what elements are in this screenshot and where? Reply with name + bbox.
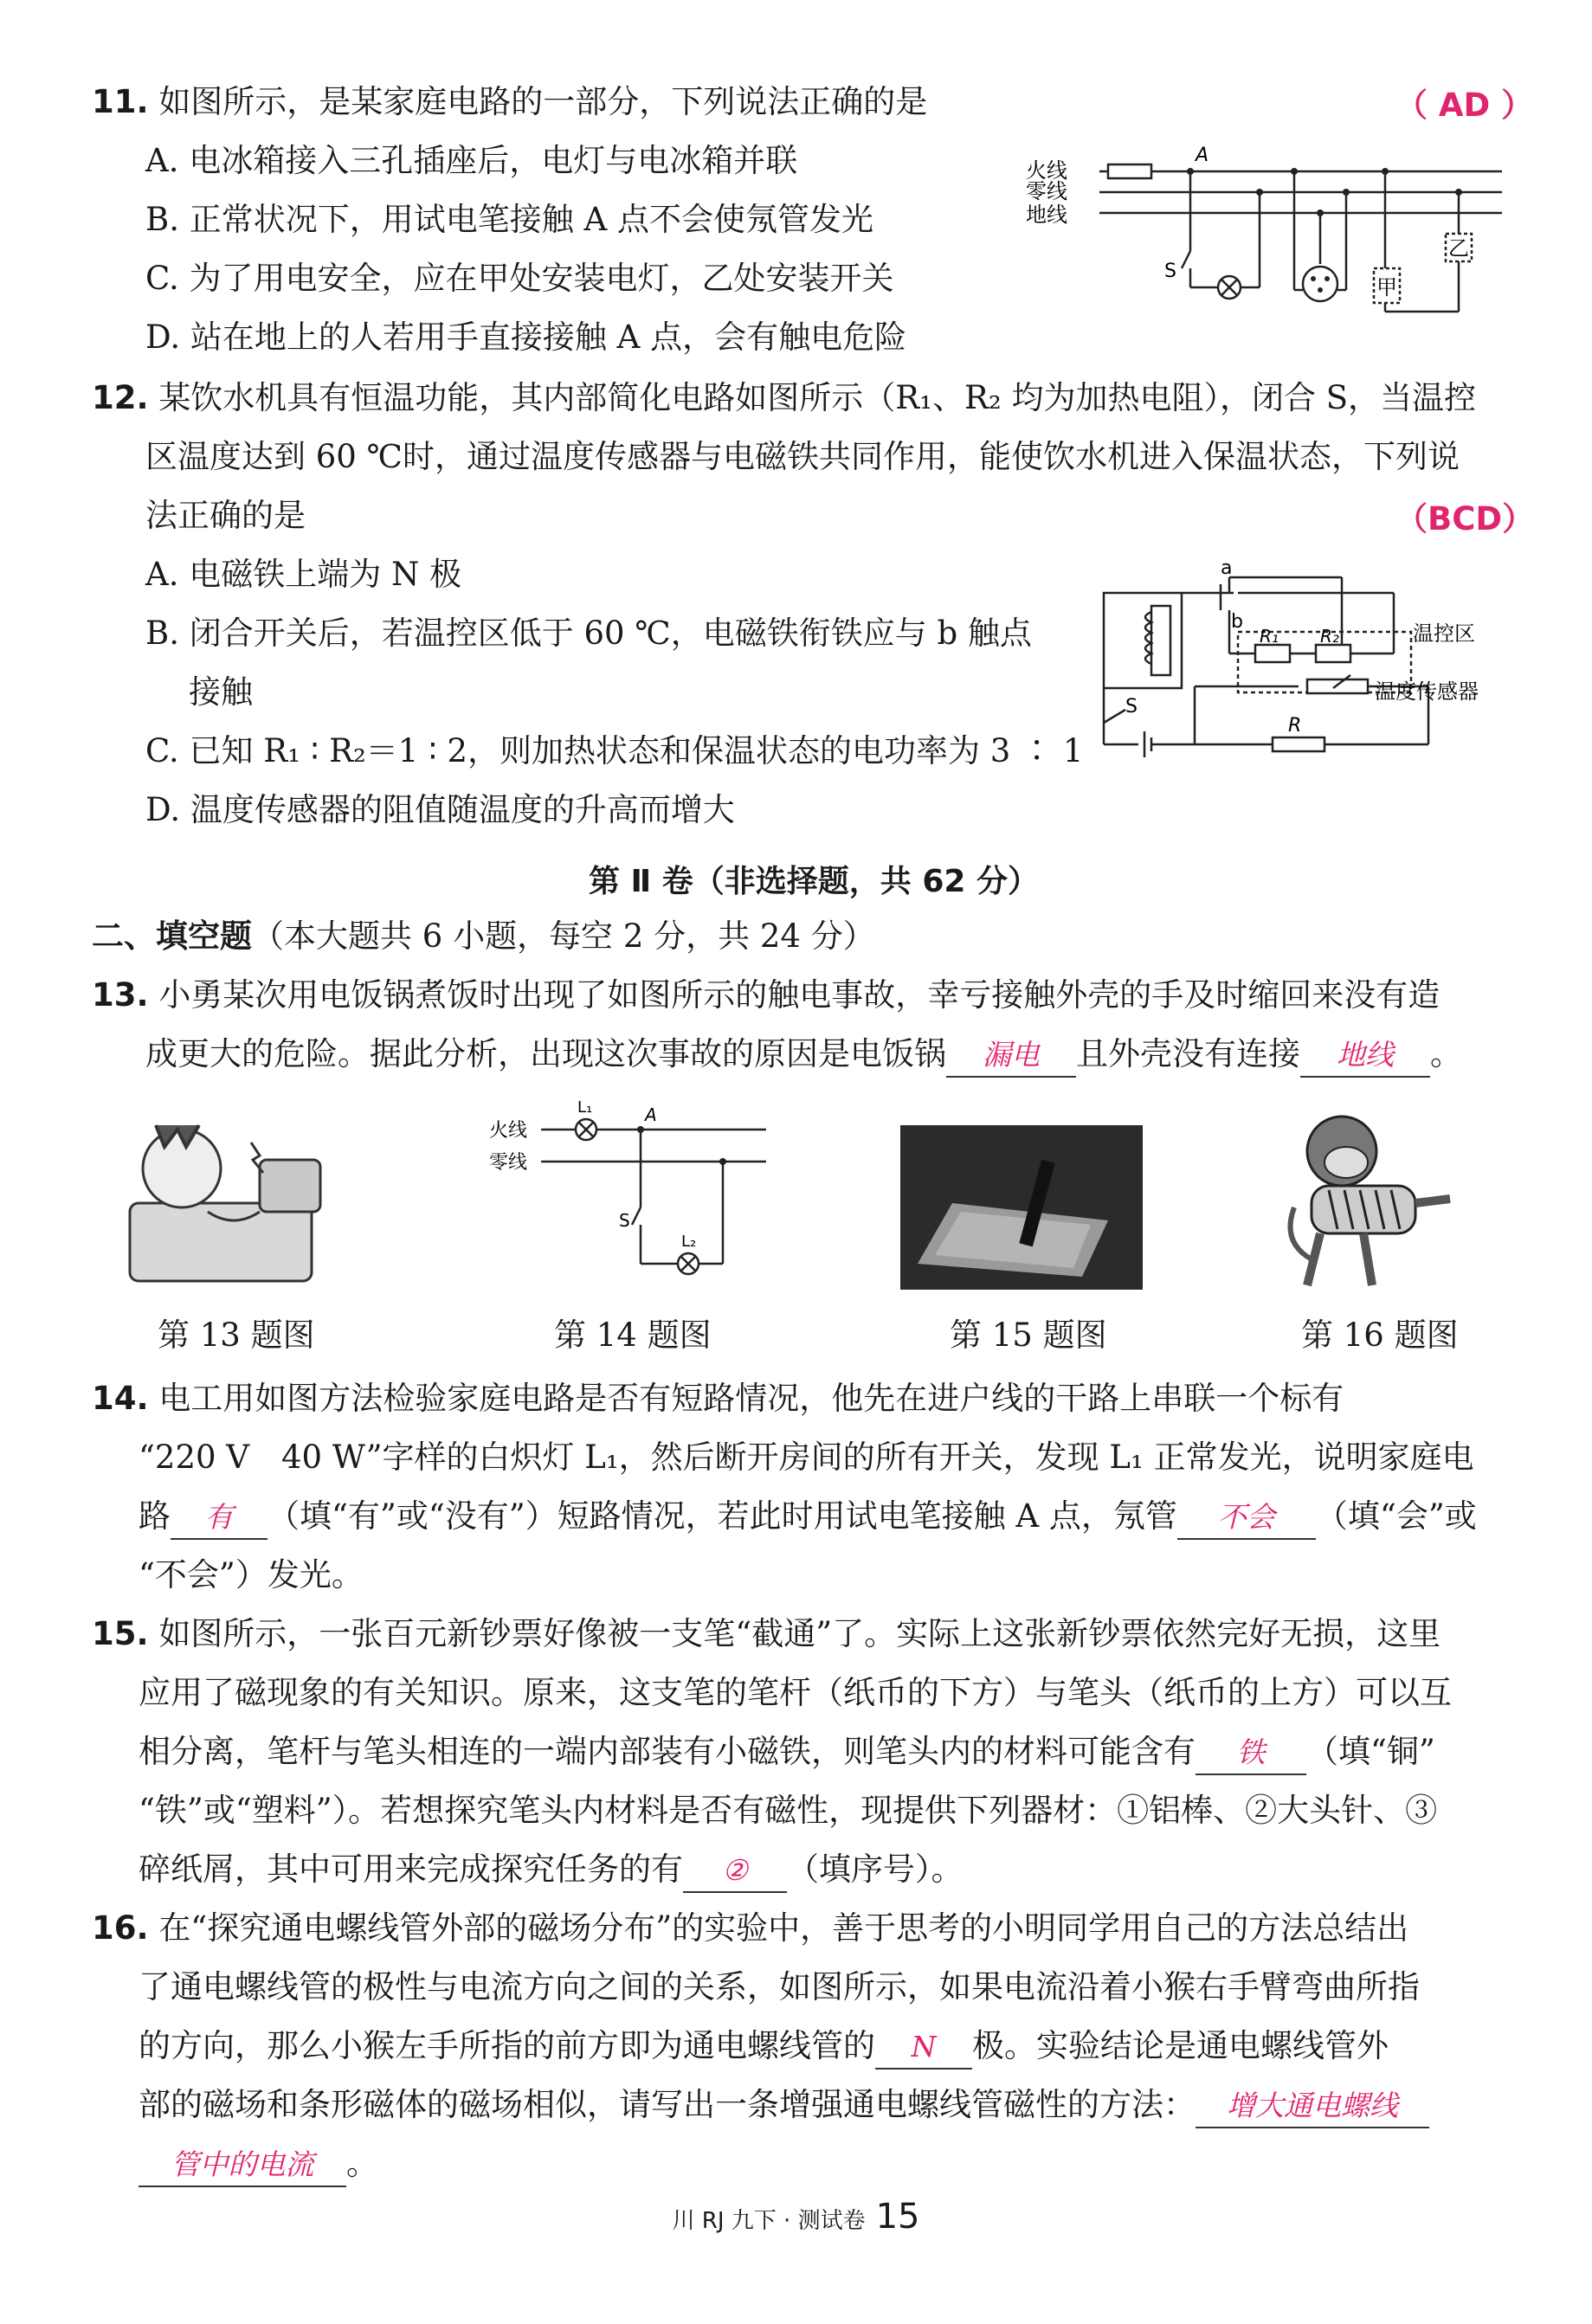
- q11-number: 11.: [92, 83, 149, 120]
- q16-line-5: [139, 2143, 378, 2187]
- q12-option-d: D. 温度传感器的阻值随温度的升高而增大: [145, 791, 735, 828]
- q16-line-2: 了通电螺线管的极性与电流方向之间的关系，如图所示，如果电流沿着小猴右手臂弯曲所指: [139, 1968, 1420, 2005]
- q12-number: 12.: [92, 379, 149, 416]
- part-2-title: 二、填空题: [92, 917, 252, 955]
- q16-line-1: [92, 1908, 1408, 1949]
- q14-fig-l1: L₁: [577, 1098, 593, 1117]
- q16-line-5b: 。: [346, 2145, 378, 2182]
- q13-line-1-text: 小勇某次用电饭锅煮饭时出现了如图所示的触电事故，幸亏接触外壳的手及时缩回来没有造: [158, 976, 1441, 1014]
- q16-line-3a: 的方向，那么小猴左手所指的前方即为通电螺线管的: [139, 2027, 875, 2064]
- q11-fig-ground-label: 地线: [1026, 203, 1067, 227]
- q15-blank-2: ②: [683, 1850, 787, 1893]
- q14-line-3b: （填“有”或“没有”）短路情况，若此时用试电笔接触 A 点，氖管: [267, 1497, 1177, 1535]
- q13-figure-caption: 第 13 题图: [158, 1317, 315, 1354]
- q13-number: 13.: [92, 976, 149, 1014]
- q11-option-b: B. 正常状况下，用试电笔接触 A 点不会使氖管发光: [145, 201, 873, 238]
- q14-blank-2: 不会: [1177, 1497, 1316, 1540]
- q13-line-2: [145, 1033, 1462, 1078]
- q14-fig-neutral: 零线: [489, 1152, 528, 1174]
- q15-line-3: [139, 1731, 1435, 1775]
- q16-line-3: [139, 2025, 1389, 2070]
- q15-line-5: [139, 1849, 964, 1893]
- q16-line-4a: 部的磁场和条形磁体的磁场相似，请写出一条增强通电螺线管磁性的方法：: [139, 2086, 1196, 2123]
- q12-fig-r2: R₂: [1320, 626, 1339, 647]
- q16-line-4: [139, 2084, 1429, 2128]
- q12-line-1-text: 某饮水机具有恒温功能，其内部简化电路如图所示（R₁、R₂ 均为加热电阻），闭合 S，当温控: [158, 379, 1477, 416]
- q12-line-3: 法正确的是: [145, 497, 306, 534]
- q14-blank-1: 有: [171, 1497, 267, 1540]
- q11-fig-yi: 乙: [1448, 236, 1469, 261]
- q14-circuit-figure: [489, 1095, 775, 1294]
- q13-figure-shock: [121, 1108, 355, 1298]
- q14-fig-l2: L₂: [681, 1233, 697, 1251]
- q15-line-4: “铁”或“塑料”）。若想探究笔头内材料是否有磁性，现提供下列器材：①铝棒、②大头针、③: [139, 1792, 1438, 1829]
- q12-fig-sensor: 温度传感器: [1375, 679, 1479, 704]
- q11-circuit-figure: [1026, 138, 1511, 320]
- q11-fig-jia: 甲: [1376, 275, 1397, 299]
- q15-figure-banknote-pen: [900, 1125, 1143, 1290]
- q11-answer: （ AD ）: [1395, 87, 1534, 124]
- q16-line-3b: 极。实验结论是通电螺线管外: [972, 2027, 1389, 2064]
- q15-line-1-text: 如图所示，一张百元新钞票好像被一支笔“截通”了。实际上这张新钞票依然完好无损，这里: [158, 1615, 1441, 1652]
- q11-option-d: D. 站在地上的人若用手直接接触 A 点，会有触电危险: [145, 319, 907, 356]
- part-2-note: （本大题共 6 小题，每空 2 分，共 24 分）: [252, 917, 875, 955]
- q14-fig-live: 火线: [489, 1120, 528, 1142]
- q14-fig-a: A: [645, 1104, 657, 1125]
- q11-option-a: A. 电冰箱接入三孔插座后，电灯与电冰箱并联: [145, 142, 798, 179]
- q12-line-1: [92, 377, 1476, 419]
- q14-line-2: “220 V 40 W”字样的白炽灯 L₁，然后断开房间的所有开关，发现 L₁ 正常发光，说明家庭电: [139, 1439, 1474, 1476]
- q15-line-3a: 相分离，笔杆与笔头相连的一端内部装有小磁铁，则笔头内的材料可能含有: [139, 1733, 1196, 1770]
- q13-line-1: [92, 975, 1440, 1016]
- page-footer: [0, 2197, 1592, 2237]
- q16-blank-2b: 管中的电流: [139, 2144, 346, 2187]
- q11-fig-point-a: A: [1196, 145, 1209, 166]
- q12-fig-zone: 温控区: [1413, 621, 1475, 646]
- q13-line-2a: 成更大的危险。据此分析，出现这次事故的原因是电饭锅: [145, 1035, 946, 1072]
- q15-line-5a: 碎纸屑，其中可用来完成探究任务的有: [139, 1851, 683, 1888]
- q13-line-2b: 且外壳没有连接: [1076, 1035, 1300, 1072]
- q11-stem: [92, 81, 927, 123]
- part-2-heading: [92, 916, 875, 957]
- q14-number: 14.: [92, 1380, 149, 1417]
- q13-blank-1: 漏电: [946, 1034, 1076, 1078]
- q14-line-3c: （填“会”或: [1315, 1497, 1477, 1535]
- q16-blank-2a: 增大通电螺线: [1196, 2085, 1429, 2128]
- q11-fig-switch-s: S: [1164, 261, 1176, 282]
- q14-line-3: [139, 1496, 1477, 1540]
- q12-fig-switch-s: S: [1125, 696, 1138, 718]
- q12-fig-contact-b: b: [1231, 611, 1243, 633]
- q11-option-c: C. 为了用电安全，应在甲处安装电灯，乙处安装开关: [145, 260, 894, 297]
- q12-line-2: 区温度达到 60 ℃时，通过温度传感器与电磁铁共同作用，能使饮水机进入保温状态，下列说: [145, 438, 1460, 475]
- q16-line-1-text: 在“探究通电螺线管外部的磁场分布”的实验中，善于思考的小明同学用自己的方法总结出: [158, 1909, 1409, 1947]
- page-number: 15: [875, 2197, 920, 2237]
- q11-stem-text: 如图所示，是某家庭电路的一部分，下列说法正确的是: [158, 83, 928, 120]
- footer-label: 川 RJ 九下 · 测试卷: [672, 2208, 866, 2234]
- q14-line-3a: 路: [139, 1497, 171, 1535]
- q12-option-a: A. 电磁铁上端为 N 极: [145, 556, 462, 593]
- q14-line-4: “不会”）发光。: [139, 1556, 364, 1593]
- q15-line-5b: （填序号）。: [787, 1851, 964, 1888]
- q15-number: 15.: [92, 1615, 149, 1652]
- q16-figure-caption: 第 16 题图: [1301, 1317, 1459, 1354]
- q12-option-b: B. 闭合开关后，若温控区低于 60 ℃，电磁铁衔铁应与 b 触点: [145, 615, 1032, 652]
- q13-blank-2: 地线: [1300, 1034, 1430, 1078]
- q15-line-1: [92, 1613, 1441, 1655]
- q11-fig-neutral-label: 零线: [1026, 179, 1067, 203]
- q12-option-b-cont: 接触: [189, 673, 253, 711]
- q12-fig-contact-a: a: [1221, 558, 1233, 579]
- q16-number: 16.: [92, 1909, 149, 1947]
- q14-line-1: [92, 1378, 1344, 1420]
- q14-fig-s: S: [619, 1210, 630, 1231]
- q13-line-2c: 。: [1430, 1035, 1462, 1072]
- q16-figure-monkey-solenoid: [1277, 1104, 1502, 1303]
- q12-option-c: C. 已知 R₁ ∶ R₂＝1 ∶ 2，则加热状态和保温状态的电功率为 3 ∶ 1: [145, 732, 1084, 769]
- section-2-title: 第 Ⅱ 卷（非选择题，共 62 分）: [589, 864, 1039, 899]
- q14-figure-caption: 第 14 题图: [554, 1317, 712, 1354]
- q15-figure-caption: 第 15 题图: [950, 1317, 1107, 1354]
- q12-fig-r1: R₁: [1260, 626, 1279, 647]
- q15-blank-1: 铁: [1196, 1732, 1306, 1775]
- q15-line-3b: （填“铜”: [1306, 1733, 1435, 1770]
- q15-line-2: 应用了磁现象的有关知识。原来，这支笔的笔杆（纸币的下方）与笔头（纸币的上方）可以互: [139, 1674, 1452, 1711]
- q14-line-1-text: 电工用如图方法检验家庭电路是否有短路情况，他先在进户线的干路上串联一个标有: [158, 1380, 1344, 1417]
- q12-circuit-figure: [1099, 558, 1515, 766]
- q11-fig-live-label: 火线: [1026, 158, 1067, 183]
- q12-fig-r: R: [1288, 715, 1302, 737]
- q12-answer: （BCD）: [1395, 500, 1535, 538]
- q16-blank-1: N: [875, 2026, 972, 2070]
